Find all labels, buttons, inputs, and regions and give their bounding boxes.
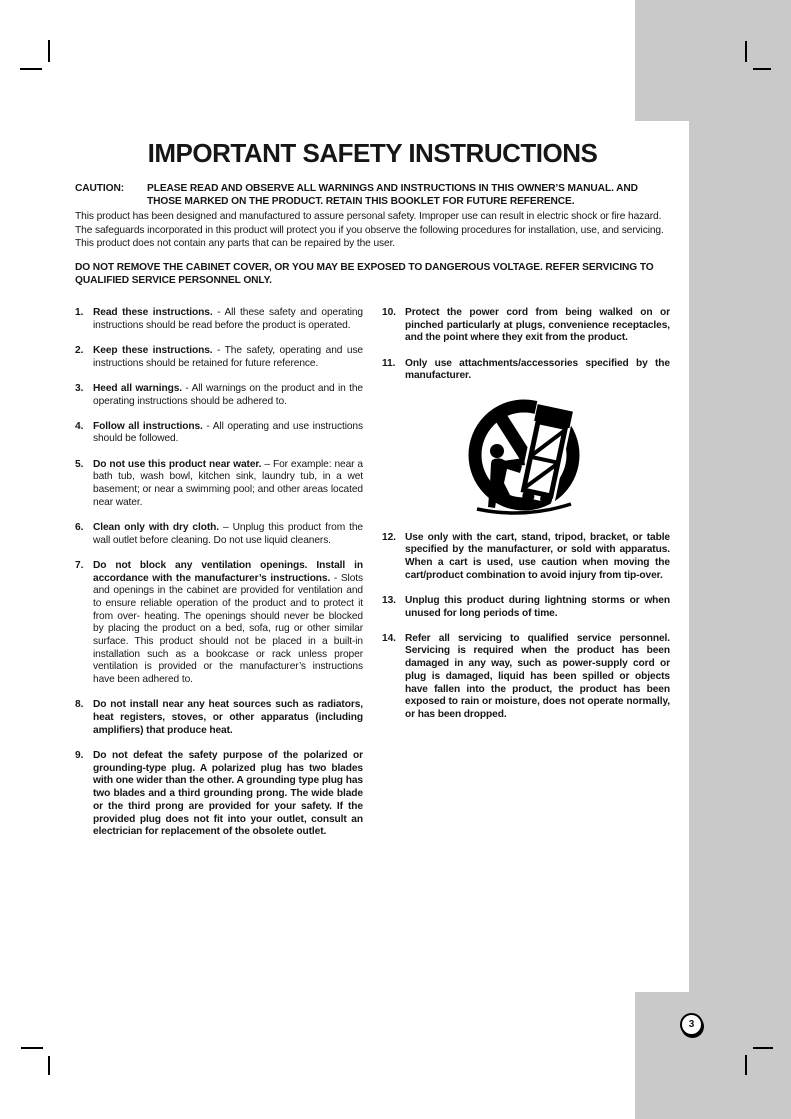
crop-mark-top-left-vertical xyxy=(48,40,50,62)
item-lead-bold: Heed all warnings. xyxy=(93,382,183,394)
item-text xyxy=(93,560,363,687)
item-text xyxy=(405,307,670,345)
crop-mark-bottom-right-vertical xyxy=(745,1055,747,1075)
item-number: 4. xyxy=(75,420,84,432)
item-lead-bold: Follow all instructions. xyxy=(93,420,203,432)
instruction-item xyxy=(75,421,363,446)
instructions-column-left xyxy=(75,307,363,851)
item-rest-text: - All these safety and operating instructions should be read before the product is operated. xyxy=(93,307,364,331)
item-number: 1. xyxy=(75,307,84,319)
item-number: 9. xyxy=(75,750,84,761)
instruction-item xyxy=(75,307,363,332)
crop-mark-top-right-horizontal xyxy=(753,68,771,70)
item-text xyxy=(405,532,670,583)
item-lead-bold: Keep these instructions. xyxy=(93,344,213,356)
item-lead-bold: Clean only with dry cloth. xyxy=(93,521,219,533)
instruction-item xyxy=(75,750,363,839)
item-text xyxy=(93,750,363,839)
page-number: 3 xyxy=(688,1019,695,1030)
caution-text: PLEASE READ AND OBSERVE ALL WARNINGS AND INSTRUCTIONS IN THIS OWNER’S MANUAL. AND THOSE MARKED ON THE PRODUCT. RETAIN THIS BOOKLET FOR FUTURE REFERENCE. xyxy=(147,183,638,208)
item-lead-bold: Do not block any ventilation openings. Install in accordance with the manufacturer’s instructions. xyxy=(93,559,363,584)
no-cart-symbol xyxy=(451,396,601,520)
instruction-item xyxy=(382,633,670,722)
item-number: 12. xyxy=(382,531,396,543)
item-number: 7. xyxy=(75,559,84,571)
item-number: 10. xyxy=(382,307,396,319)
item-text xyxy=(405,633,670,722)
item-number: 3. xyxy=(75,382,84,394)
page-content xyxy=(75,139,670,851)
item-text xyxy=(93,522,363,547)
instruction-item xyxy=(75,699,363,737)
caution-note xyxy=(75,182,670,209)
item-rest-text: - All warnings on the product and in the operating instructions should be adhered to. xyxy=(93,382,363,407)
crop-mark-bottom-left-vertical xyxy=(48,1056,50,1075)
item-text xyxy=(93,383,363,408)
item-rest-text: – Unplug this product from the wall outlet before cleaning. Do not use liquid cleaners. xyxy=(93,521,364,546)
instruction-item xyxy=(382,595,670,620)
instruction-item xyxy=(75,383,363,408)
item-lead-bold: Only use attachments/accessories specified by the manufacturer. xyxy=(405,357,670,382)
crop-mark-bottom-right-horizontal xyxy=(753,1047,773,1049)
page-title: IMPORTANT SAFETY INSTRUCTIONS xyxy=(147,138,598,168)
item-number: 11. xyxy=(382,357,396,369)
item-lead-bold: Use only with the cart, stand, tripod, bracket, or table specified by the manufacturer, or sold with apparatus. When a cart is used, use caution when moving the cart/product combination to avoid injury from tip-over. xyxy=(405,531,670,581)
crop-mark-top-left-horizontal xyxy=(20,68,42,70)
item-text xyxy=(93,421,363,446)
item-rest-text: - The safety, operating and use instructions should be retained for future reference. xyxy=(93,344,363,369)
item-text xyxy=(93,459,363,510)
item-number: 2. xyxy=(75,344,84,356)
item-lead-bold: Protect the power cord from being walked on or pinched particularly at plugs, convenience receptacles, and the point where they exit from the product. xyxy=(405,307,670,344)
item-number: 5. xyxy=(75,458,84,470)
item-text xyxy=(93,699,363,737)
item-text xyxy=(405,358,670,383)
item-lead-bold: Read these instructions. xyxy=(93,307,213,319)
instruction-item xyxy=(382,532,670,583)
instruction-columns xyxy=(75,307,670,851)
item-text xyxy=(405,595,670,620)
item-text xyxy=(93,345,363,370)
page-number-badge xyxy=(680,1013,703,1036)
item-lead-bold: Do not use this product near water. xyxy=(93,458,262,470)
item-number: 6. xyxy=(75,521,84,533)
intro-paragraph-2: This product does not contain any parts that can be repaired by the user. xyxy=(75,238,396,250)
instruction-item xyxy=(75,459,363,510)
instructions-column-right xyxy=(382,307,670,851)
item-text xyxy=(93,307,363,332)
instruction-item xyxy=(382,307,670,345)
instruction-item xyxy=(75,345,363,370)
voltage-warning: DO NOT REMOVE THE CABINET COVER, OR YOU MAY BE EXPOSED TO DANGEROUS VOLTAGE. REFER SERVICING TO QUALIFIED SERVICE PERSONNEL ONLY. xyxy=(75,262,654,287)
instruction-item xyxy=(75,522,363,547)
item-lead-bold: Refer all servicing to qualified service personnel. Servicing is required when the product has been damaged in any way, such as power-supply cord or plug is damaged, liquid has been spilled or objects have fallen into the product, the product has been exposed to rain or moisture, does not operate normally, or has been dropped. xyxy=(405,632,670,720)
intro-paragraph-1: This product has been designed and manufactured to assure personal safety. Improper use can result in electric shock or fire hazard. The safeguards incorporated in this product will protect you if you observe the following procedures for installation, use, and servicing. xyxy=(75,210,664,236)
item-rest-text: – For example: near a bath tub, wash bowl, kitchen sink, laundry tub, in a wet basement; or near a swimming pool; and other areas located near water. xyxy=(93,458,363,508)
item-rest-text: - Slots and openings in the cabinet are provided for ventilation and to ensure reliable operation of the product and to protect it from over- heating. The openings should never be blocked by placing the product on a bed, sofa, rug or other similar surface. This product should not be placed in a built-in installation such as a bookcase or rack unless proper ventilation is provided or the manufacturer’s instructions have been adhered to. xyxy=(93,572,363,686)
instruction-item xyxy=(75,560,363,687)
intro-paragraphs xyxy=(75,210,670,251)
crop-mark-top-right-vertical xyxy=(745,41,747,62)
item-number: 14. xyxy=(382,632,396,644)
item-lead-bold: Do not install near any heat sources such as radiators, heat registers, stoves, or other apparatus (including amplifiers) that produce heat. xyxy=(93,699,363,736)
instruction-item xyxy=(382,358,670,383)
caution-label: CAUTION: xyxy=(75,183,124,194)
item-rest-text: - All operating and use instructions should be followed. xyxy=(93,420,363,445)
cart-tip-over-warning-icon xyxy=(382,396,670,520)
item-number: 8. xyxy=(75,699,84,711)
item-number: 13. xyxy=(382,594,396,606)
item-lead-bold: Unplug this product during lightning storms or when unused for long periods of time. xyxy=(405,594,670,619)
crop-mark-bottom-left-horizontal xyxy=(21,1047,43,1049)
item-lead-bold: Do not defeat the safety purpose of the polarized or grounding-type plug. A polarized plug has two blades with one wider than the other. A grounding type plug has two blades and a third grounding prong. The wide blade or the third prong are provided for your safety. If the provided plug does not fit into your outlet, consult an electrician for replacement of the obsolete outlet. xyxy=(93,750,363,838)
